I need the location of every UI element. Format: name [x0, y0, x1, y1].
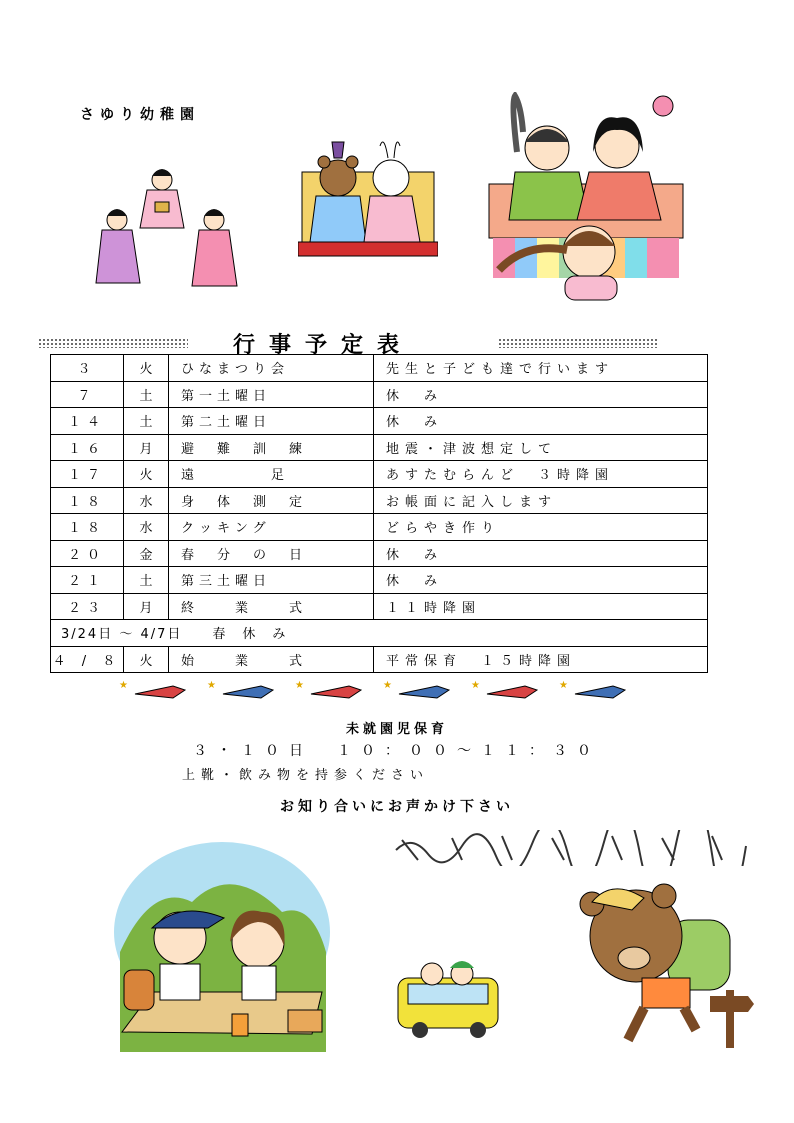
- schedule-row: [51, 540, 708, 567]
- schedule-row: [51, 593, 708, 620]
- scribble-decoration: [392, 830, 750, 866]
- schedule-row: [51, 355, 708, 382]
- rocket-icon: [487, 686, 537, 698]
- schedule-title: 行事予定表: [233, 333, 414, 358]
- hina-couple-illustration: [485, 92, 685, 304]
- schedule-row: [51, 487, 708, 514]
- schedule-dow-cell: 水: [124, 514, 169, 541]
- schedule-event-cell: 終 業 式: [169, 593, 374, 620]
- star-icon: ★: [119, 680, 128, 691]
- rocket-icon: [135, 686, 185, 698]
- schedule-note-cell: あすたむらんど ３時降園: [374, 461, 708, 488]
- schedule-note-cell: 地震・津波想定して: [374, 434, 708, 461]
- schedule-event-cell: 始 業 式: [169, 646, 374, 673]
- doll-top: [140, 169, 184, 228]
- spring-break-row: [51, 620, 708, 647]
- schedule-date-cell: １４: [51, 408, 124, 435]
- schedule-event-cell: 第三土曜日: [169, 567, 374, 594]
- preschool-care-heading: 未就園児保育: [345, 722, 448, 737]
- schedule-date-cell: ３: [51, 355, 124, 382]
- schedule-note-cell: どらやき作り: [374, 514, 708, 541]
- bear-hiker-illustration: [572, 880, 754, 1050]
- schedule-dow-cell: 月: [124, 434, 169, 461]
- schedule-table: [50, 354, 708, 673]
- schedule-dow-cell: 火: [124, 461, 169, 488]
- schedule-date-cell: １６: [51, 434, 124, 461]
- schedule-event-cell: ひなまつり会: [169, 355, 374, 382]
- schedule-row: [51, 381, 708, 408]
- spring-break-cell: 3/24日 ～ 4/7日 春 休 み: [51, 620, 708, 647]
- star-icon: ★: [207, 680, 216, 691]
- bear-rabbit-hina-illustration: [298, 132, 438, 260]
- star-icon: ★: [383, 680, 392, 691]
- schedule-event-cell: 遠 足: [169, 461, 374, 488]
- schedule-dow-cell: 月: [124, 593, 169, 620]
- rocket-icon: [223, 686, 273, 698]
- schedule-date-cell: ２０: [51, 540, 124, 567]
- schedule-event-cell: クッキング: [169, 514, 374, 541]
- schedule-event-cell: 第一土曜日: [169, 381, 374, 408]
- schedule-date-cell: １８: [51, 514, 124, 541]
- schedule-dow-cell: 金: [124, 540, 169, 567]
- rocket-decoration: [115, 678, 660, 702]
- schedule-note-cell: 休 み: [374, 567, 708, 594]
- schedule-event-cell: 春 分 の 日: [169, 540, 374, 567]
- schedule-dow-cell: 火: [124, 646, 169, 673]
- schedule-title-row: [38, 332, 658, 358]
- schedule-date-cell: ４ / ８: [51, 646, 124, 673]
- schedule-date-cell: １７: [51, 461, 124, 488]
- schedule-note-cell: 平常保育 １５時降園: [374, 646, 708, 673]
- star-icon: ★: [559, 680, 568, 691]
- schedule-row: [51, 567, 708, 594]
- schedule-note-cell: 休 み: [374, 540, 708, 567]
- hina-dolls-illustration: [92, 158, 242, 293]
- schedule-dow-cell: 土: [124, 567, 169, 594]
- schedule-row: [51, 461, 708, 488]
- doll-right: [192, 209, 237, 286]
- schedule-note-cell: 休 み: [374, 381, 708, 408]
- schedule-date-cell: １８: [51, 487, 124, 514]
- preschool-care-bring: 上靴・飲み物を持参ください: [182, 768, 430, 783]
- schedule-date-cell: ２１: [51, 567, 124, 594]
- schedule-row: [51, 434, 708, 461]
- schedule-dow-cell: 火: [124, 355, 169, 382]
- star-icon: ★: [471, 680, 480, 691]
- dotted-divider-right: [498, 338, 658, 348]
- schedule-date-cell: ２３: [51, 593, 124, 620]
- doll-left: [96, 209, 140, 283]
- schedule-date-cell: ７: [51, 381, 124, 408]
- schedule-event-cell: 避 難 訓 練: [169, 434, 374, 461]
- schedule-event-cell: 身 体 測 定: [169, 487, 374, 514]
- schedule-dow-cell: 土: [124, 408, 169, 435]
- preschool-care-invite: お知り合いにお声かけ下さい: [280, 799, 514, 815]
- schedule-note-cell: 休 み: [374, 408, 708, 435]
- dotted-divider-left: [38, 338, 188, 348]
- rocket-icon: [399, 686, 449, 698]
- bus-illustration: [394, 954, 502, 1040]
- schedule-note-cell: 先生と子ども達で行います: [374, 355, 708, 382]
- schedule-row: [51, 514, 708, 541]
- picnic-illustration: [112, 842, 332, 1056]
- school-name: さゆり幼稚園: [80, 107, 200, 123]
- schedule-event-cell: 第二土曜日: [169, 408, 374, 435]
- schedule-row: [51, 408, 708, 435]
- schedule-dow-cell: 水: [124, 487, 169, 514]
- rocket-icon: [575, 686, 625, 698]
- schedule-row: [51, 646, 708, 673]
- preschool-care-datetime: ３・１０日 １０：００～１１：３０: [193, 743, 601, 759]
- rocket-icon: [311, 686, 361, 698]
- schedule-dow-cell: 土: [124, 381, 169, 408]
- schedule-note-cell: お帳面に記入します: [374, 487, 708, 514]
- schedule-note-cell: １１時降園: [374, 593, 708, 620]
- star-icon: ★: [295, 680, 304, 691]
